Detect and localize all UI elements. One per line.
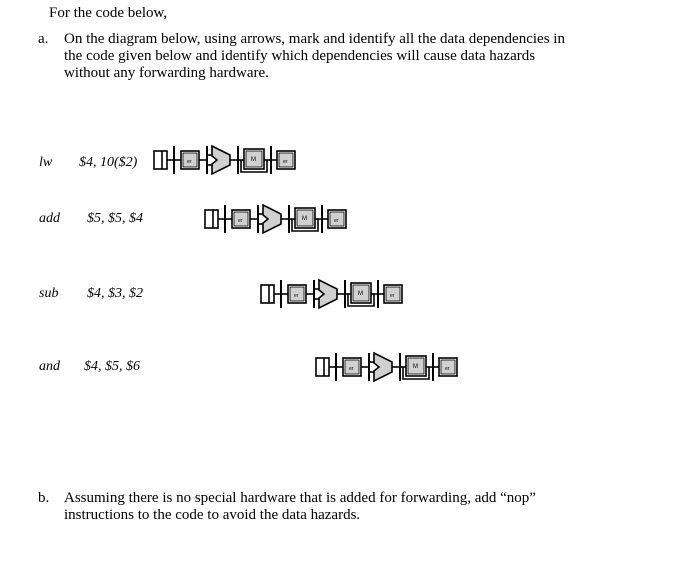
- alu: [212, 146, 230, 174]
- instruction-operands: $4, $3, $2: [87, 286, 143, 301]
- register-file-label: er: [349, 366, 354, 372]
- instruction-memory: [316, 358, 329, 376]
- data-memory-label: M: [251, 157, 256, 163]
- question-a-label: a.: [38, 31, 49, 47]
- question-a-line: the code given below and identify which dependencies will cause data hazards: [64, 48, 536, 64]
- instruction-opcode: lw: [39, 155, 53, 170]
- instruction-operands: $5, $5, $4: [87, 211, 143, 226]
- pipeline-row: [154, 146, 295, 174]
- instruction-memory: [205, 210, 218, 228]
- instruction-memory: [261, 285, 274, 303]
- register-file-label: er: [238, 218, 243, 224]
- alu: [374, 353, 392, 381]
- question-b-label: b.: [38, 490, 50, 506]
- instruction-opcode: and: [39, 359, 60, 374]
- pipeline-row: [205, 205, 346, 233]
- question-b-line: instructions to the code to avoid the data hazards.: [64, 507, 361, 523]
- writeback-register-file-label: er: [283, 159, 288, 165]
- register-file-label: er: [294, 293, 299, 299]
- data-memory-label: M: [302, 216, 307, 222]
- question-a-line: without any forwarding hardware.: [64, 65, 269, 81]
- instruction-opcode: add: [39, 211, 60, 226]
- instruction-operands: $4, 10($2): [79, 155, 138, 170]
- instruction-opcode: sub: [39, 286, 59, 301]
- alu: [319, 280, 337, 308]
- writeback-register-file-label: er: [334, 218, 339, 224]
- alu: [263, 205, 281, 233]
- intro-text: For the code below,: [49, 5, 168, 21]
- writeback-register-file-label: er: [445, 366, 450, 372]
- question-b-text: [64, 490, 624, 524]
- instruction-memory: [154, 151, 167, 169]
- register-file-label: er: [187, 159, 192, 165]
- data-memory-label: M: [358, 291, 363, 297]
- data-memory-label: M: [413, 364, 418, 370]
- question-b-line: Assuming there is no special hardware that is added for forwarding, add “nop”: [64, 490, 536, 506]
- pipeline-row: [261, 280, 402, 308]
- writeback-register-file-label: er: [390, 293, 395, 299]
- instruction-operands: $4, $5, $6: [84, 359, 140, 374]
- pipeline-row: [316, 353, 457, 381]
- question-a-line: On the diagram below, using arrows, mark and identify all the data dependencies in: [64, 31, 565, 47]
